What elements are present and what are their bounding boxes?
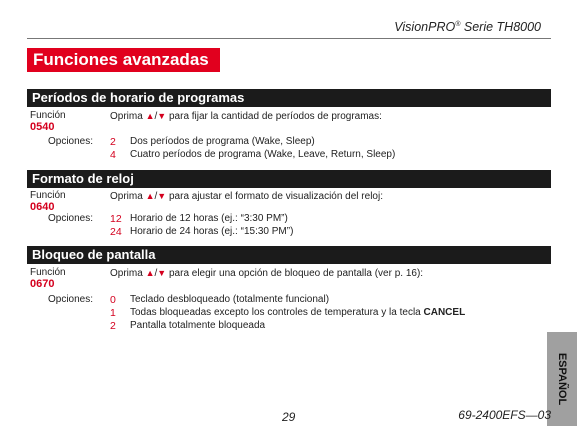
- instruction-post: para elegir una opción de bloqueo de pantalla (ver p. 16):: [168, 268, 424, 279]
- language-tab-label: ESPAÑOL: [556, 352, 568, 406]
- page-number: 29: [282, 410, 296, 424]
- instruction-pre: Oprima: [110, 111, 143, 122]
- up-arrow-icon: ▲: [145, 191, 155, 201]
- down-arrow-icon: ▼: [157, 191, 167, 201]
- option-text-main: Todas bloqueadas excepto los controles de temperatura y la tecla: [130, 307, 421, 318]
- instruction-post: para fijar la cantidad de períodos de programas:: [168, 111, 382, 122]
- function-code: 0670: [30, 278, 55, 290]
- instruction-post: para ajustar el formato de visualización del reloj:: [168, 191, 383, 202]
- function-code: 0640: [30, 201, 55, 213]
- options-label: Opciones:: [48, 213, 94, 224]
- function-label: Función: [30, 267, 66, 278]
- instruction: [110, 190, 383, 203]
- option-number: 12: [110, 213, 122, 225]
- section-title-screen-lock: Bloqueo de pantalla: [27, 246, 551, 264]
- header-divider: [27, 38, 551, 39]
- down-arrow-icon: ▼: [157, 111, 167, 121]
- document-code: 69-2400EFS—03: [458, 408, 551, 422]
- options-label: Opciones:: [48, 294, 94, 305]
- option-text: Dos períodos de programa (Wake, Sleep): [130, 136, 315, 147]
- down-arrow-icon: ▼: [157, 268, 167, 278]
- option-number: 1: [110, 307, 116, 319]
- function-code: 0540: [30, 121, 55, 133]
- option-number: 24: [110, 226, 122, 238]
- option-number: 2: [110, 136, 116, 148]
- option-text: [130, 307, 465, 319]
- option-number: 2: [110, 320, 116, 332]
- registered-mark: ®: [455, 20, 461, 28]
- series-name: Serie TH8000: [463, 20, 541, 34]
- option-text: Horario de 12 horas (ej.: “3:30 PM”): [130, 213, 288, 224]
- instruction-pre: Oprima: [110, 268, 143, 279]
- slash: /: [154, 191, 158, 202]
- option-text: Horario de 24 horas (ej.: “15:30 PM”): [130, 226, 294, 237]
- slash: /: [154, 268, 158, 279]
- page-title: Funciones avanzadas: [27, 48, 220, 72]
- up-arrow-icon: ▲: [145, 268, 155, 278]
- language-tab: [547, 332, 577, 426]
- option-number: 4: [110, 149, 116, 161]
- option-number: 0: [110, 294, 116, 306]
- instruction-pre: Oprima: [110, 191, 143, 202]
- option-text: Pantalla totalmente bloqueada: [130, 320, 266, 331]
- section-title-clock-format: Formato de reloj: [27, 170, 551, 188]
- instruction: [110, 110, 382, 123]
- header-title: [394, 20, 541, 34]
- option-text: Cuatro períodos de programa (Wake, Leave, Return, Sleep): [130, 149, 396, 160]
- slash: /: [154, 111, 158, 122]
- product-name: VisionPRO: [394, 20, 456, 34]
- instruction: [110, 267, 423, 280]
- section-title-program-periods: Períodos de horario de programas: [27, 89, 551, 107]
- options-label: Opciones:: [48, 136, 94, 147]
- function-label: Función: [30, 110, 66, 121]
- function-label: Función: [30, 190, 66, 201]
- up-arrow-icon: ▲: [145, 111, 155, 121]
- option-text: Teclado desbloqueado (totalmente funcional): [130, 294, 330, 305]
- cancel-key-label: CANCEL: [423, 307, 466, 318]
